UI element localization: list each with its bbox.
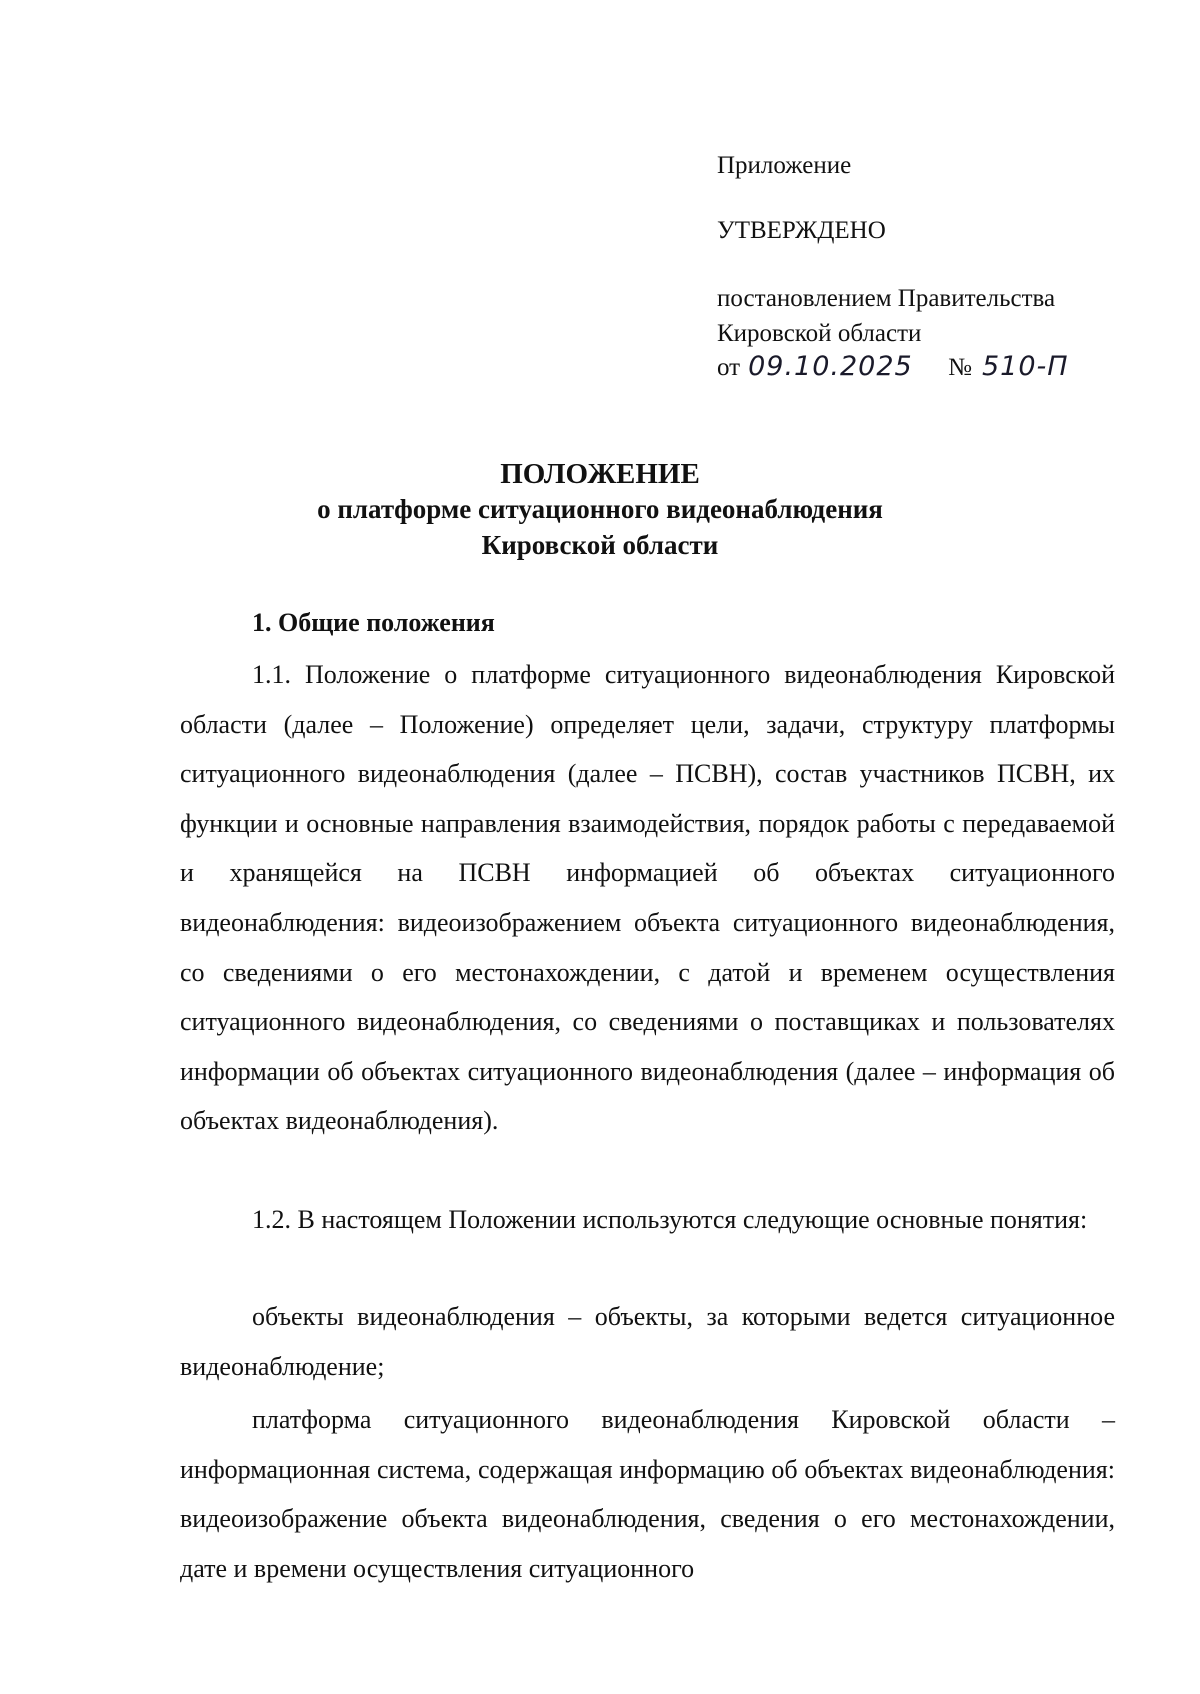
definition-platform: платформа ситуационного видеонаблюдения Кировской области – информационная система, содержащая информацию об объектах видеонаблюдения: видеоизображение объекта видеонаблюдения, сведения о его местонахождении, дате и времени осуществления ситуационного: [180, 1405, 1115, 1583]
document-subtitle-line2: Кировской области: [481, 530, 719, 560]
paragraph-1-1: 1.1. Положение о платформе ситуационного видеонаблюдения Кировской области (далее – Положение) определяет цели, задачи, структуру платформы ситуационного видеонаблюдения (далее – ПСВН), состав участников ПСВН, их функции и основные направления взаимодействия, порядок работы с передаваемой и хранящейся на ПСВН информацией об объектах ситуационного видеонаблюдения: видеоизображением объекта ситуационного видеонаблюдения, со сведениями о его местонахождении, с датой и временем осуществления ситуационного видеонаблюдения, со сведениями о поставщиках и пользователях информации об объектах ситуационного видеонаблюдения (далее – информация об объектах видеонаблюдения).: [180, 660, 1115, 1136]
section-title: 1. Общие положения: [252, 608, 495, 637]
approval-date-line: [717, 351, 1069, 384]
definition-video-objects: объекты видеонаблюдения – объекты, за которыми ведется ситуационное видеонаблюдение;: [180, 1302, 1115, 1381]
handwritten-date: 09.10.2025: [748, 351, 913, 382]
handwritten-number: 510-П: [981, 351, 1069, 382]
date-prefix: от: [717, 354, 741, 381]
approved-by-line2: Кировской области: [717, 320, 922, 347]
number-sign: №: [948, 354, 972, 381]
document-subtitle-line1: о платформе ситуационного видеонаблюдения: [317, 494, 883, 524]
approved-by-line1: постановлением Правительства: [717, 285, 1056, 312]
paragraph-1-2: 1.2. В настоящем Положении используются следующие основные понятия:: [252, 1205, 1088, 1234]
approved-label: УТВЕРЖДЕНО: [717, 217, 886, 244]
appendix-title: Приложение: [717, 152, 852, 179]
document-title: ПОЛОЖЕНИЕ: [500, 458, 700, 490]
